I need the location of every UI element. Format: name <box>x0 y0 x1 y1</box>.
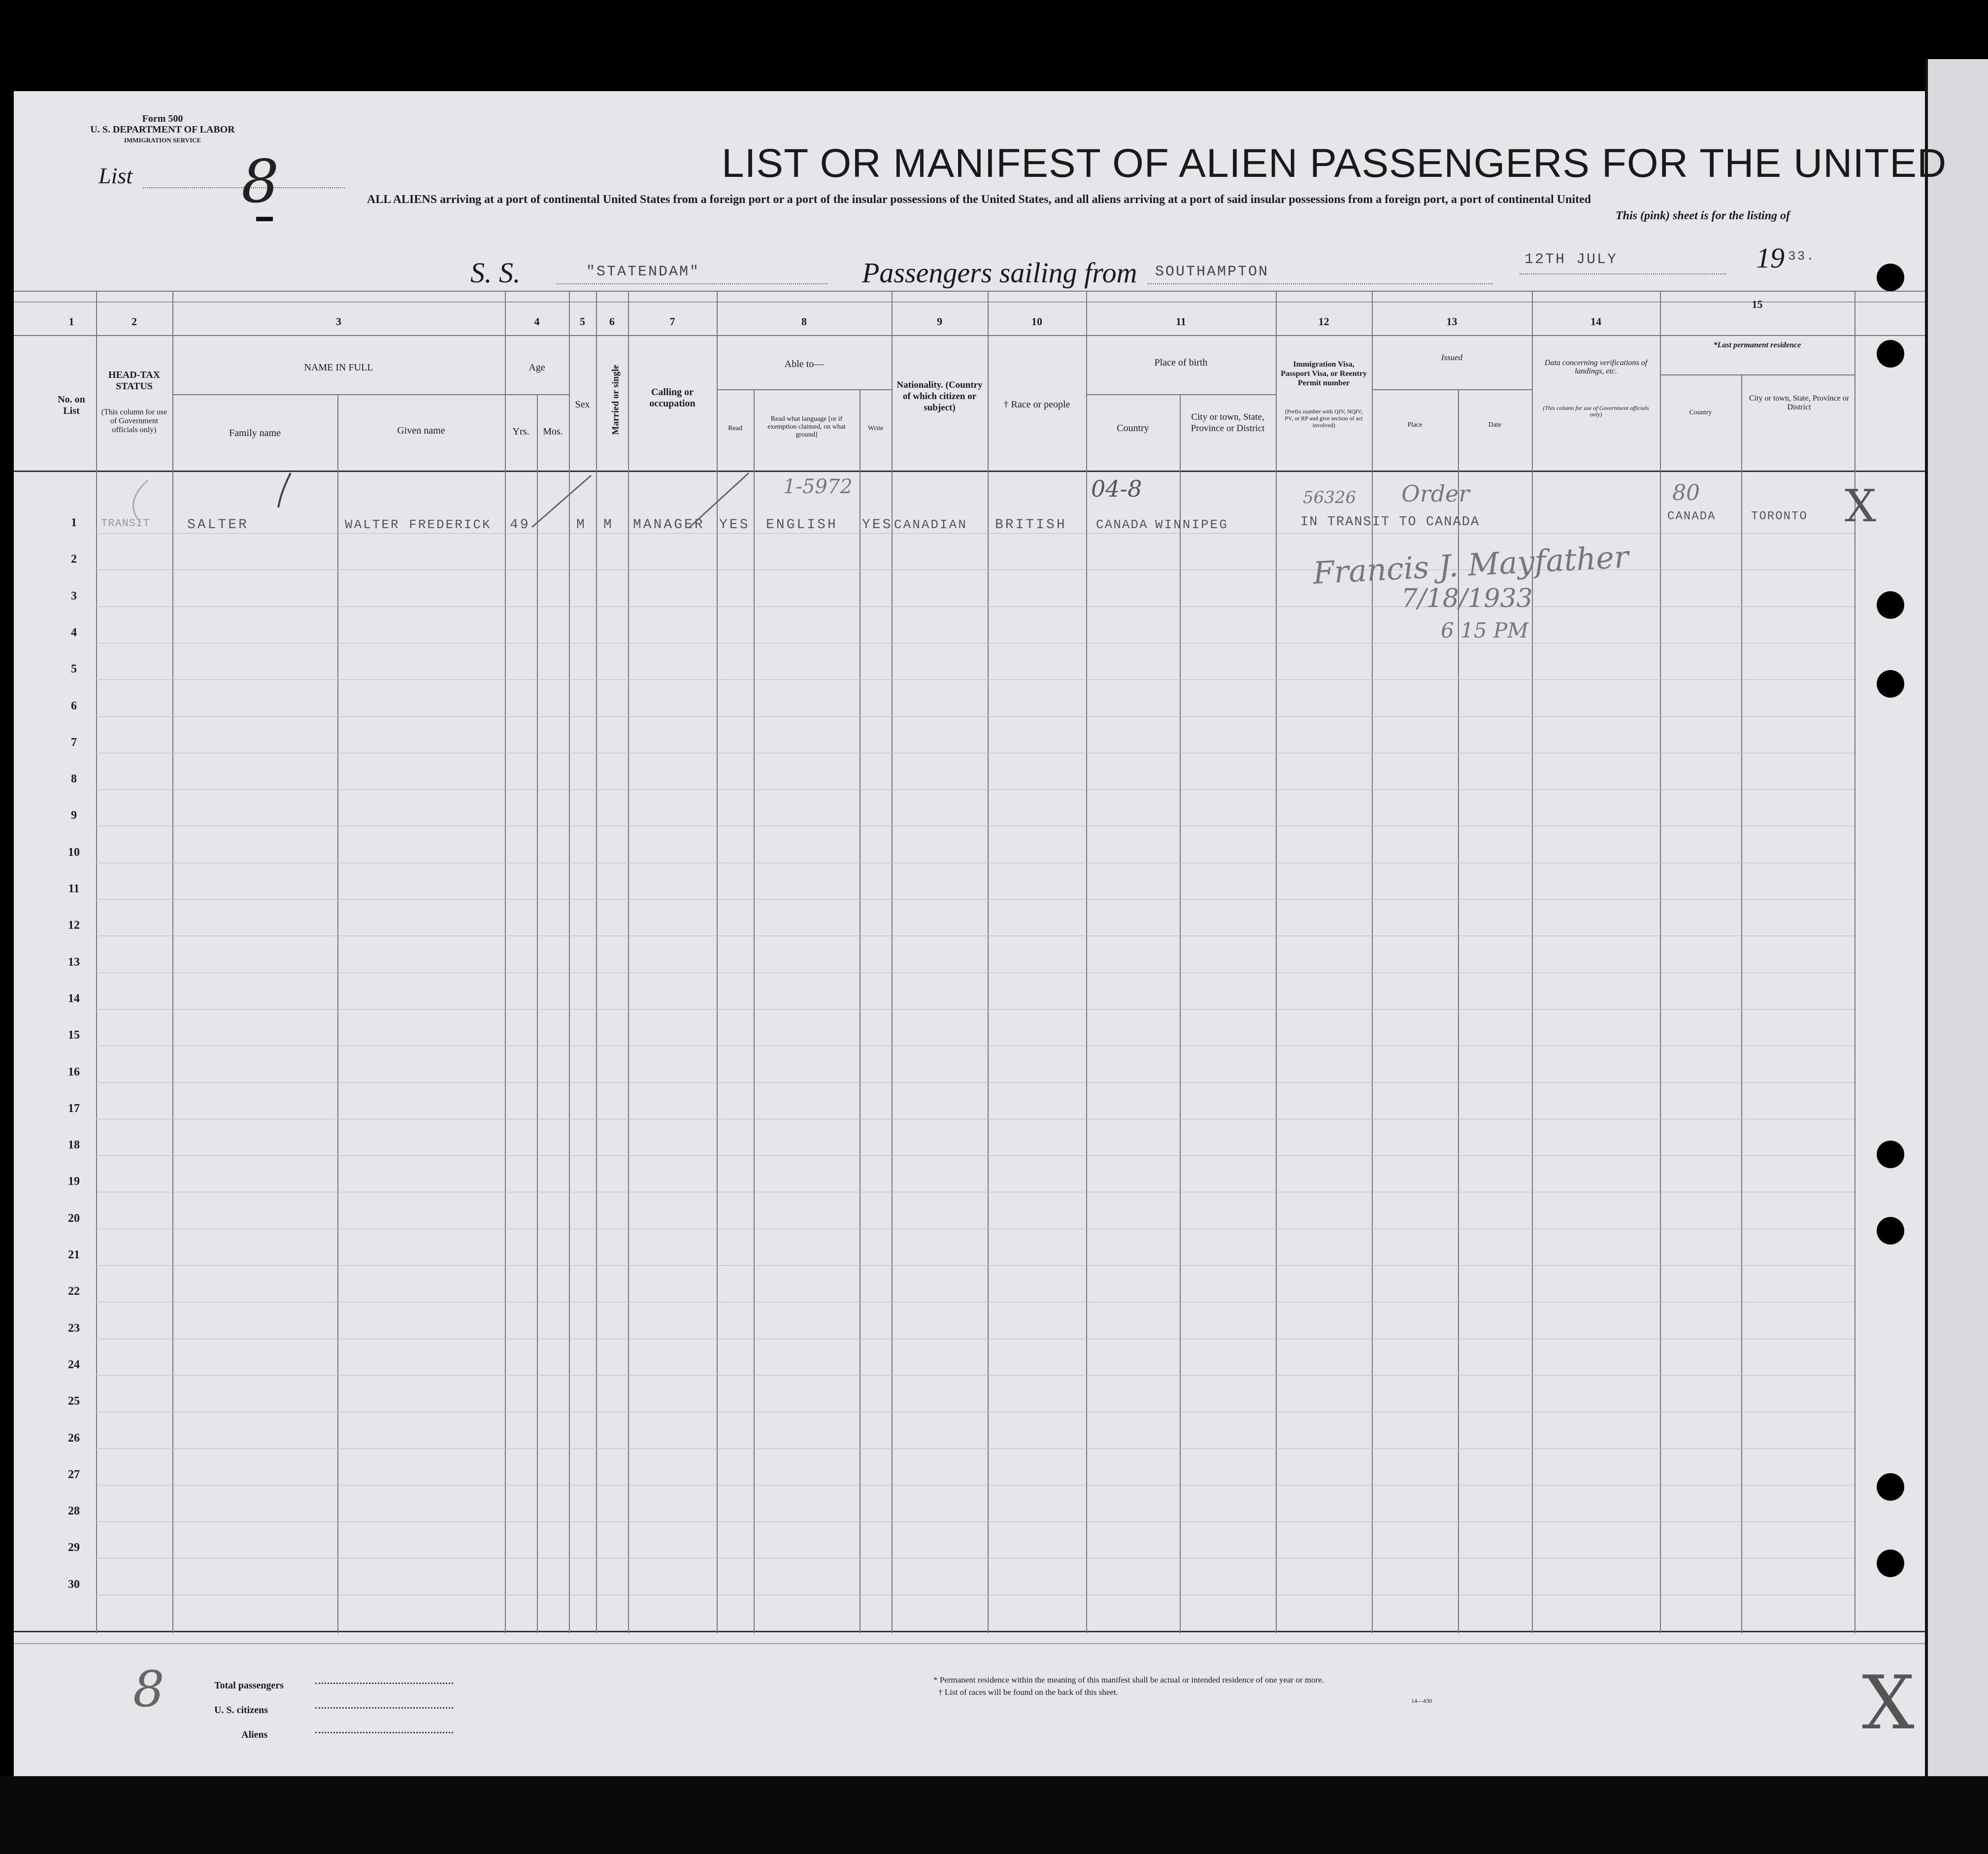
hdr-res-country: Country <box>1689 409 1712 416</box>
row-number: 30 <box>68 1578 80 1591</box>
binder-hole <box>1877 670 1904 698</box>
hdr-visa-note: (Prefix number with QIV, NQIV, PV, or RP and give section of act involved) <box>1285 408 1363 429</box>
row-number: 24 <box>68 1358 80 1371</box>
colnum-14: 14 <box>1590 315 1601 328</box>
hdr-sex: Sex <box>575 399 590 410</box>
row-number: 21 <box>68 1248 80 1261</box>
footer-note-2: † List of races will be found on the back of this sheet. <box>938 1687 1118 1697</box>
row-number: 18 <box>68 1139 80 1152</box>
hdr-read: Read <box>728 425 742 432</box>
colnum-7: 7 <box>669 315 675 328</box>
hand-birth-code: 04-8 <box>1091 475 1142 502</box>
form-number: Form 500 <box>142 113 183 124</box>
hdr-place-of-birth: Place of birth <box>1154 357 1208 368</box>
hdr-head-tax: HEAD-TAX STATUS <box>108 370 161 392</box>
cell-married: M <box>603 517 614 533</box>
cell-visa-note: IN TRANSIT TO CANADA <box>1300 515 1480 530</box>
colnum-6: 6 <box>609 315 615 328</box>
hdr-age: Age <box>529 362 545 373</box>
ss-label: S. S. <box>470 257 521 289</box>
hand-sign-time: 6 15 PM <box>1441 618 1529 642</box>
row-number: 3 <box>71 589 77 603</box>
cell-given-name: WALTER FREDERICK <box>345 517 492 532</box>
colnum-13: 13 <box>1446 315 1458 328</box>
hdr-given-name: Given name <box>397 425 445 436</box>
row-number: 25 <box>68 1395 80 1408</box>
cell-family-name: SALTER <box>187 517 249 533</box>
year-prefix: 19 <box>1756 242 1785 274</box>
cell-sex: M <box>576 517 587 533</box>
hand-x-mark: X <box>1845 480 1877 532</box>
row-number: 15 <box>68 1029 80 1042</box>
row-number: 22 <box>68 1285 80 1298</box>
binder-hole <box>1877 1550 1904 1577</box>
row-number: 20 <box>68 1212 80 1225</box>
sailing-date: 12TH JULY <box>1524 251 1618 268</box>
colnum-15: 15 <box>1752 298 1763 310</box>
hdr-name-in-full: NAME IN FULL <box>304 362 373 373</box>
row-number: 16 <box>68 1065 80 1079</box>
hand-signature: Francis J. Mayfather <box>1312 539 1630 591</box>
hdr-visa: Immigration Visa, Passport Visa, or Reentry Permit number <box>1281 360 1367 387</box>
list-label: List <box>99 163 133 188</box>
colnum-4: 4 <box>534 315 540 328</box>
scan-border-bottom <box>0 1776 1988 1854</box>
binder-hole <box>1877 1217 1904 1245</box>
hdr-issued: Issued <box>1441 353 1463 362</box>
hdr-birth-country: Country <box>1117 423 1149 434</box>
cell-nationality: CANADIAN <box>894 517 967 532</box>
colnum-1: 1 <box>68 315 74 328</box>
colnum-10: 10 <box>1031 315 1042 328</box>
footer-aliens-label: Aliens <box>241 1729 268 1740</box>
hdr-yrs: Yrs. <box>512 426 530 437</box>
footer-aliens-line <box>315 1732 453 1733</box>
colnum-11: 11 <box>1176 315 1186 328</box>
hand-visa-code: 56326 <box>1303 488 1357 507</box>
row-number: 11 <box>68 882 80 895</box>
cell-race: BRITISH <box>995 517 1067 533</box>
row-number: 19 <box>68 1175 80 1188</box>
hdr-no-on-list: No. on List <box>58 394 85 416</box>
row-number: 28 <box>68 1505 80 1518</box>
binder-hole <box>1877 264 1904 291</box>
colnum-3: 3 <box>336 315 341 328</box>
binder-hole <box>1877 1141 1904 1168</box>
ship-name: "STATENDAM" <box>586 264 700 280</box>
cell-read: YES <box>719 517 750 533</box>
hand-footer-number: 8 <box>133 1660 165 1718</box>
colnum-12: 12 <box>1318 315 1329 328</box>
hdr-write: Write <box>867 425 884 432</box>
colnum-8: 8 <box>801 315 807 328</box>
hand-sign-date: 7/18/1933 <box>1401 584 1533 613</box>
hdr-mos: Mos. <box>543 426 563 437</box>
hdr-issued-date: Date <box>1488 421 1502 429</box>
hdr-family-name: Family name <box>229 428 281 438</box>
hand-language-code: 1-5972 <box>783 475 853 498</box>
hand-order: Order <box>1401 480 1470 507</box>
sailing-port: SOUTHAMPTON <box>1155 264 1269 280</box>
cell-occupation: MANAGER <box>633 517 705 533</box>
subtitle-line-2: This (pink) sheet is for the listing of <box>1616 209 1790 222</box>
service-name: IMMIGRATION SERVICE <box>124 136 201 144</box>
cell-write: YES <box>862 517 893 533</box>
row-number: 17 <box>68 1102 80 1115</box>
row-number: 8 <box>71 773 77 786</box>
cell-language: ENGLISH <box>766 517 838 533</box>
hdr-verification-note: (This column for use of Government officials only) <box>1543 405 1649 418</box>
footer-note-1: * Permanent residence within the meaning of this manifest shall be actual or intended residence of one year or more. <box>933 1675 1325 1685</box>
hdr-race: † Race or people <box>1003 399 1070 410</box>
row-number: 27 <box>68 1468 80 1481</box>
colnum-5: 5 <box>580 315 585 328</box>
hand-footer-x: X <box>1862 1660 1915 1746</box>
cell-res-country: CANADA <box>1667 510 1716 523</box>
hdr-married: Married or single <box>610 365 621 435</box>
row-number: 9 <box>71 809 77 822</box>
subtitle-line-1: ALL ALIENS arriving at a port of continental United States from a foreign port or a port of the insular possessions of the United States, and all aliens arriving at a port of said insular possessions from a foreign port, a port of continental United <box>367 193 1591 206</box>
row-number: 13 <box>68 955 80 969</box>
hdr-verification: Data concerning verifications of landings, etc. <box>1544 359 1648 375</box>
year-suffix: 33. <box>1788 249 1816 264</box>
row-number: 14 <box>68 992 80 1005</box>
footer-code: 14—430 <box>1411 1697 1432 1704</box>
row-number: 12 <box>68 919 80 932</box>
row-number: 23 <box>68 1321 80 1335</box>
row-number: 7 <box>71 736 77 749</box>
binder-hole <box>1877 591 1904 619</box>
hdr-calling: Calling or occupation <box>649 387 696 409</box>
row-number: 29 <box>68 1541 80 1554</box>
cell-head-tax: TRANSIT <box>101 517 150 530</box>
row-number: 10 <box>68 845 80 859</box>
row-number: 1 <box>71 516 77 529</box>
binder-hole <box>1877 1473 1904 1501</box>
hdr-able-to: Able to— <box>784 359 824 370</box>
hdr-last-residence: *Last permanent residence <box>1713 341 1801 349</box>
hdr-res-city: City or town, State, Province or District <box>1749 394 1850 411</box>
hand-res-code: 80 <box>1672 480 1700 506</box>
hdr-issued-place: Place <box>1407 421 1423 429</box>
hdr-read-language: Read what language [or if exemption claimed, on what ground] <box>767 415 846 438</box>
footer-total-line <box>315 1683 453 1684</box>
cell-birth-country: CANADA <box>1096 517 1148 532</box>
department-name: U. S. DEPARTMENT OF LABOR <box>90 124 235 135</box>
page-title: LIST OR MANIFEST OF ALIEN PASSENGERS FOR THE UNITED <box>722 141 1947 186</box>
colnum-9: 9 <box>937 315 942 328</box>
sailing-label: Passengers sailing from <box>862 257 1137 289</box>
row-number: 4 <box>71 626 77 639</box>
footer-total-label: Total passengers <box>214 1680 284 1691</box>
cell-res-city: TORONTO <box>1751 510 1808 523</box>
hdr-birth-city: City or town, State, Province or District <box>1191 412 1265 434</box>
hdr-nationality: Nationality. (Country of which citizen or subject) <box>896 380 983 413</box>
row-number: 6 <box>71 699 77 712</box>
row-number: 2 <box>71 553 77 566</box>
cell-birth-city: WINNIPEG <box>1155 517 1228 532</box>
binder-hole <box>1877 340 1904 368</box>
row-number: 5 <box>71 663 77 676</box>
hdr-head-tax-note: (This column for use of Government officials only) <box>101 408 167 434</box>
cell-age: 49 <box>510 517 530 533</box>
list-number: 8 <box>241 148 279 216</box>
colnum-2: 2 <box>132 315 137 328</box>
footer-citizens-line <box>315 1707 453 1709</box>
footer-citizens-label: U. S. citizens <box>214 1705 268 1716</box>
row-number: 26 <box>68 1431 80 1445</box>
